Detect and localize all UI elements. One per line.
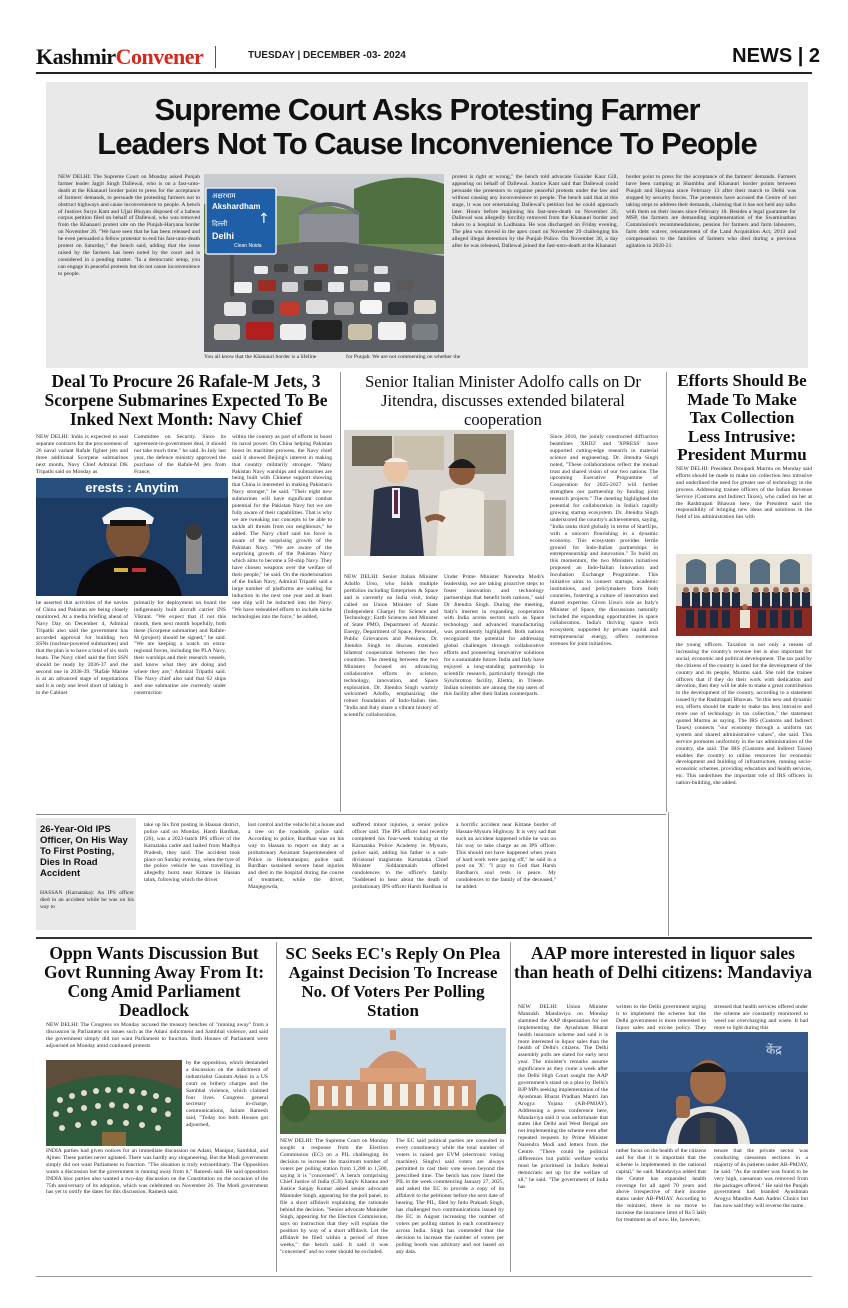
lead-body-col1: NEW DELHI: The Supreme Court on Monday asked Punjab farmer leader Jagjit Singh Dallewal, who is on a fast-unto-death at the Khanauri border point to press for the acceptance of farmers' demands, to persuade the protesting farmers not to obstruct highways and cause inconvenience to people. A bench of Justices Surya Kant and Ujjal Bhuyan disposed of a habeas corpus petition filed on behalf of Dallewal, who was removed from the Khanauri protest site on the Punjab-Haryana border on November 26. "We have seen that he has been released and he even persuaded a fellow protestor to end his fast-unto-death protest on Saturday," the bench said, adding that the issue raised by the farmers has been noted by the court and is considered in a pending matter. "In a democratic setup, you can engage in peaceful protests but do not cause inconvenience to people. <box>58 174 200 277</box>
traffic-jam-image <box>204 174 444 352</box>
ips-body-col2: take up his first posting in Hassan district, police said on Monday. Harsh Bardhan, (26), was a 2023-batch IPS officer of the Karnataka cadre and hailed from Madhya Pradesh, they said. The accident took place on Sunday evening, when the tyre of the police vehicle he was travelling in allegedly burst near Kittane in Hassan taluk, following which the driver <box>144 822 240 884</box>
ips-body-col4: suffered minor injuries, a senior police officer said. The IPS officer had recently completed his four-week training at the Karnataka Police Academy in Mysuru, police said, adding his father is a sub-divisional magistrate. Karnataka Chief Minister Siddaramaiah offered condolences to the officer's family. "Saddened to hear about the death of probationary IPS officer Harsh Bardhan in <box>352 822 448 891</box>
mandaviya-image <box>616 1032 808 1144</box>
aap-body-col2-top: written to the Delhi government urging it to implement the scheme but the Delhi government is more interested in liquor sales and excise policy. They <box>616 1004 706 1031</box>
aap-headline: AAP more interested in liquor sales than heath of Delhi citizens: Mandaviya <box>514 943 812 982</box>
sign-hindi-delhi: दिल्ली <box>212 220 228 228</box>
aap-body-col3: tenure that the private sector was conducting caesarean sections in a majority of its patients under AB-PMJAY, he said. "As the number was found to be very high, caesarean was removed from the packages offered." He said the Punjab government had branded Ayushman Arogya Mandirs Aam Aadmi Clinics but has now said they will reverse the name. <box>714 1148 808 1210</box>
italian-story <box>344 372 662 812</box>
sign-delhi: Delhi <box>212 231 235 241</box>
aap-body-col3-top: stressed that health services offered under the scheme are constantly monitored to weed out overcharging and waste. It had more to light during this <box>714 1004 808 1031</box>
rafale-body-intro: NEW DELHI: India is expected to seal separate contracts for the procurement of 26 naval variant Rafale fighter jets and three additional Scorpene submarines next month, Navy Chief Admiral DK Tripathi said on Monday as <box>36 434 128 475</box>
sign-akshardham: Akshardham <box>212 202 261 211</box>
lead-body-col3: protest is right or wrong," the bench told advocate Gunider Kaur Gill, appearing on behalf of Dallewal. Justice Kant said that Dallewal could persuade the protestors to organise peaceful protests under the law and without causing any inconvenience to people. The bench said that at this stage, it was not entertaining Dallewal's petition but he could approach later. Hours before beginning his fast-unto-death on November 26, Dallewal was allegedly forcibly removed from the Khanauri border and taken to a hospital in Ludhiana. He was discharged on Friday evening. The plea was moved in the apex court on November 29 challenging his alleged illegal detention by the Punjab Police. On November 30, a day after he was released, Dallewal joined the fast-unto-death at the Khanauri <box>452 174 618 250</box>
ministers-handshake-image <box>344 430 514 556</box>
masthead <box>0 0 848 80</box>
italian-body-col2: Under Prime Minister Narendra Modi's leadership, we are taking proactive steps to foster innovation and technology partnerships that benefit both nations," said Dr Jitendra Singh. During the meeting, Italy's interest in expanding cooperation with India across sectors such as Space technology and advanced manufacturing was prominently highlighted. Both nations recognized the potential for addressing global challenges through collaborative efforts and pioneering innovative solutions for a sustainable future. India and Italy have enjoyed a long-standing partnership in scientific research, particularly through the Synchrotron facility, Elettra, in Trieste. Indian scientists are among the top users of this facility after their Italian counterparts. <box>444 574 544 698</box>
italian-body-col3: Since 2016, the jointly constructed diffraction beamlines 'XRD2' and 'XPRESS' have supported cutting-edge research in material science and engineering. Dr. Jitendra Singh noted, "These collaborations reflect the mutual trust and shared vision of our two nations. The upcoming Executive Programme of Cooperation for 2025-2027 will further strengthen our partnership by funding joint research projects." The meeting highlighted the potential for collaboration in India's rapidly growing startup ecosystem. Dr. Jitendra Singh underscored the country's achievements, saying, "India ranks third globally in terms of StartUps, with a unicorn flourishing in a dynamic economy. This ecosystem provides fertile ground for Indo-Italian partnerships in entrepreneurship and innovation." To build on this momentum, the two Ministers initiatives proposed an Indo-Italian Innovation and Incubation Exchange Programme. This initiative aims to connect startups, academic institutions, and policymakers from both countries, fostering a culture of innovation and shared expertise. Given Urso's role as Italy's Minister of Space, the discussions naturally included the expanding opportunities in space collaboration. India's thriving space tech ecosystem, supported by private capital and entrepreneurial energy, offers numerous avenues for joint initiatives. <box>550 434 658 648</box>
ips-body-col3: lost control and the vehicle hit a house and a tree on the roadside, police said. According to police, Bardhan was on his way to Hassan to report on duty as a probationary Assistant Superintendent of Police in Holenarasipur, police said. Bardhan sustained severe head injuries and died in the hospital during the course of treatment, while the driver, Manjegowda, <box>248 822 344 891</box>
oppn-headline: Oppn Wants Discussion But Govt Running Away From It: Cong Amid Parliament Deadlock <box>43 943 265 1020</box>
lead-photo-traffic <box>204 174 444 352</box>
rafale-body-col2-top: Committee on Security. Since its agreement-in-government deal, it should not take much time," he said. In July last year, the defence ministry approved the purchase of the Rafale-M jets from France, <box>134 434 226 475</box>
aap-body-col1: NEW DELHI: Union Minister Mansukh Mandaviya on Monday slammed the AAP dispensation for not implementing the Ayushman Bharat health insurance scheme and said it is more interested in liquor sales than the health of Delhi's citizens. The Delhi assembly polls are slated for early next year. The minister's remarks assume significance as they come a week after the Delhi High Court sought the AAP government's stand on a plea by Delhi's BJP MPs seeking implementation of the Ayushman Bharat Pradhan Mantri Jan Arogya Yojana (AB-PMJAY). Addressing a press conference here, Mandaviya said it was unfortunate that states like Delhi and West Bengal are not implementing the scheme even after repeated requests by Prime Minister Narendra Modi and letters from the Centre. "There could be political differences but public welfare works must be prioritised in India's federal democratic set up for the welfare of all," he said. "The government of India has <box>518 1004 608 1190</box>
issue-date: TUESDAY | DECEMBER -03- 2024 <box>248 50 406 61</box>
sign-arrow-icon: ↑ <box>258 211 270 227</box>
rafale-story <box>36 372 336 812</box>
supreme-court-building-image <box>280 1028 506 1134</box>
president-group-image <box>676 554 812 636</box>
rafale-body-col1: he asserted that activities of the navies of China and Pakistan are being closely monitored. At a media briefing ahead of Navy Day on December 4, Admiral Tripathi also said the government has accorded approval for building two SSNs (nuclear-powered submarines) and that the plan is to have a total of six such boats. The Navy chief said the first SSN should be ready by 2036-37 and the second one in 2038-39. "Rafale Marine is at an advanced stage of negotiations and it is only one level short of taking it to the Cabinet <box>36 600 128 696</box>
ips-headline: 26-Year-Old IPS Officer, On His Way To First Posting, Dies In Road Accident <box>40 824 128 879</box>
oppn-body-side: by the opposition, which demanded a discussion on the indictment of industrialist Gautam Adani in a US court on bribery charges and the Sambhal violence, which claimed four lives. Congress general secretary in-charge, communications, Jairam Ramesh said, "Today too both Houses got adjourned, <box>186 1060 268 1129</box>
italian-body-col1: NEW DELHI: Senior Italian Minister Adolfo Urso, who holds multiple portfolios including Enterprises & Space and is currently on India visit, today called on Union Minister of State (Independent Charge) for Science and Technology; Earth Sciences and Minister of State PMO, Department of Atomic Energy, Department of Space, Personnel, Public Grievances and Pensions, Dr. Jitendra Singh to discuss extended bilateral cooperation between the two countries. The meeting between the two Ministers focused on advancing collaborative efforts in science, technology, innovation, and Space exploration. Dr. Jitendra Singh warmly welcomed Adolfo, emphasizing the robust foundation of Indo-Italian ties. "India and Italy share a vibrant history of scientific collaboration, <box>344 574 438 719</box>
ips-headline-box <box>36 818 136 930</box>
rafale-body-col2: primarily for deployment on board the indigenously built aircraft carrier INS Vikrant. "We expect that if not this month, then next month hopefully, both these (Scorpene submarine) and Rafale-M (project) should be signed," he said. "We are keeping a watch on extra-regional forces, including the PLA Navy, their warships and their research vessels, and know what they are doing and where they are," Admiral Tripathi said. The Navy chief also said that 62 ships and one submarine are currently under construction <box>134 600 226 696</box>
brand-logo <box>36 44 203 70</box>
rafale-headline: Deal To Procure 26 Rafale-M Jets, 3 Scorpene Submarines Expected To Be Inked Next Month: Navy Chief <box>44 371 328 429</box>
italian-headline: Senior Italian Minister Adolfo calls on Dr Jitendra, discusses extended bilateral cooperation <box>365 372 641 429</box>
ips-body-col1: HASSAN (Karnataka): An IPS officer died in an accident while he was on his way to <box>40 890 134 910</box>
brand-kashmir: Kashmir <box>36 44 116 69</box>
murmu-body-top: NEW DELHI: President Droupadi Murmu on Monday said efforts should be made to make tax collection less intrusive and underlined the need for greater use of technology in the process. Addressing trainee officers of the Indian Revenue Service (Customs and Indirect Taxes), who called on her at the Rashtrapati Bhawan here, the President said the responsibility of bringing new ideas and solutions in the field of tax administration lies with <box>676 466 812 521</box>
oppn-body-intro: NEW DELHI: The Congress on Monday accused the treasury benches of "running away" from a discussion in Parliament on issues such as the Adani indictment and Sambhal violence, and said the government simply did not want Parliament to function. Both Houses of Parliament were adjourned on Monday amid continued protests <box>46 1022 268 1049</box>
supreme-court-photo <box>280 1028 506 1134</box>
sign-clean-noida: Clean Noida <box>234 243 262 249</box>
photo-banner-text: erests : Anytim <box>85 480 179 495</box>
oppn-body-rest: INDIA parties had given notices for an immediate discussion on Adani, Manipur, Sambhal, and Ajmer. These parties never agitated. There was hardly any sloganeering. But the Modi government simply did not want Parliament to function. "The situation is truly extraordinary. The Opposition wants a discussion but the government is running away from it," Ramesh said. He said opposition INDIA bloc parties also wanted a two-day discussion on the Constitution on the occasion of the 75th anniversary of its adoption, which was celebrated on November 26. The Modi government has yet to notify the dates for this discussion, Ramesh said. <box>46 1148 268 1196</box>
murmu-photo <box>676 554 812 636</box>
lead-headline-line1: Supreme Court Asks Protesting Farmer <box>154 92 700 127</box>
navy-chief-image <box>36 478 228 596</box>
parliament-house-image <box>46 1060 182 1146</box>
mandaviya-photo <box>616 1032 808 1144</box>
ec-body-col1: NEW DELHI: The Supreme Court on Monday sought a response from the Election Commission (EC) on a PIL challenging its decision to increase the maximum number of voters per polling station from 1,200 to 1,500, saying it is "concerned". A bench comprising Chief Justice of India (CJI) Sanjiv Khanna and Justice Sanjay Kumar asked senior advocate Maninder Singh, appearing for the poll panel, to file a short affidavit explaining the rationale behind the decision. "Senior advocate Maninder Singh, appearing for the Election Commission, says on instruction that they will explain the position by way of a short affidavit. Let the affidavit be filed within a period of three weeks," the bench said. It said it was "concerned" and no voter should be excluded. <box>280 1138 388 1255</box>
ec-headline: SC Seeks EC's Reply On Plea Against Decision To Increase No. Of Voters Per Polling Station <box>285 944 501 1020</box>
murmu-body-bottom: the young officers. Taxation is not only a means of increasing the country's revenue but is also important for social, economic and political development. The tax paid by the citizens of the country is used for the development of the country and its people, Murmu said. She told the trainee officers that if they do their work with dedication and devotion, then they will be able to make a great contribution to the development of the country, according to a statement issued by the Rashtrapati Bhawan. "In this new and dynamic era, efforts should be made to make tax less intrusive and more use of technology in tax collection," the statement quoted Murmu as saying. The IRS (Customs and Indirect Taxes) connects "our economy through a uniform tax system and shared administrative values", she said. This service promotes uniformity in the tax administration of the country, she said. The IRS (Customs and Indirect Taxes) enables the country to utilise resources for economic development and building of infrastructure, running socio-economic schemes, providing education and health services, etc. This underlines the important role of IRS officers in nation-building, she added. <box>676 642 812 787</box>
sign-hindi-top: अक्षरधाम <box>212 192 236 200</box>
lead-story <box>46 82 808 368</box>
navy-chief-photo <box>36 478 228 596</box>
aap-story <box>514 942 812 1272</box>
rafale-body-col3: within the country as part of efforts to boost its naval power. On China helping Pakistan boost its maritime prowess, the Navy chief said it showed Beijing's interest in making that country militarily stronger. "Many Pakistan Navy warships and submarines are being built with Chinese support showing that China is interested in making Pakistan's Navy stronger," he said. "Their eight new submarines will have significant combat potential for the Pakistan Navy but we are fully aware of their capabilities. That is why we are tweaking our concepts to be able to tackle all threats from our neighbours," he added. The Navy chief said his force is aware of the surprising growth of the Pakistan Navy. "We are aware of the surprising growth of the Pakistan Navy which aims to become a 50-ship Navy. They have chosen weapons over the welfare of their people," he said. On the modernisation of the Indian Navy, Admiral Tripathi said a large number of platforms are waiting for induction in the next one year and at least one ship will be inducted into the Navy. "We have redoubled efforts to include niche technologies into the force," he added, <box>232 434 332 620</box>
ips-story <box>36 818 666 934</box>
lead-caption-left: You all know that the Khanauri border is a lifeline <box>204 354 317 360</box>
murmu-story <box>672 372 812 932</box>
oppn-story <box>36 942 272 1272</box>
lead-headline-line2: Leaders Not To Cause Inconvenience To People <box>97 126 757 161</box>
lead-caption-right: for Punjab. We are not commenting on whether the <box>346 354 461 360</box>
section-label: NEWS | 2 <box>732 45 820 67</box>
ministers-photo <box>344 430 514 556</box>
ec-story <box>280 942 506 1272</box>
aap-body-col2: rather focus on the health of the citizens and for that it is important that the scheme is implemented in the national capital," he said. Mandaviya added that the Centre has expanded health coverage for all aged 70 years and above irrespective of their income status under AB-PMJAY. According to the minister, there is no move to increase the insurance limit of Rs 5 lakh for treatment as of now. He, however, <box>616 1148 706 1224</box>
murmu-headline: Efforts Should Be Made To Make Tax Collection Less Intrusive: President Murmu <box>677 371 807 464</box>
ec-body-col2: The EC said political parties are consulted in every constituency while the total number of voters is raised per EVM (electronic voting machine). Singhvi said voters are always permitted to cast their vote seven beyond the prescribed time. The bench has now listed the PIL in the week commencing January 27, 2025, and asked the EC to provide a copy of its affidavit to the petitioner before the next date of hearing. The PIL, filed by Indu Prakash Singh, has challenged two communications issued by the EC in August increasing the number of voters per polling station in each constituency across India. Singh has contended that the decision to increase the number of voters per polling booth was arbitrary and not based on any data. <box>396 1138 504 1255</box>
ips-body-col5: a horrific accident near Kittane border of Hassan-Mysuru Highway. It is very sad that such an accident happened while he was on his way to take charge as an IPS officer. This should not have happened when years of hard work were paying off," he said in a post on 'X'. "I pray to God that Harsh Bardhan's soul rests in peace. My condolences to the family of the deceased," he added. <box>456 822 556 891</box>
svg-text:केंद्र: केंद्र <box>766 1043 782 1057</box>
parliament-photo <box>46 1060 182 1146</box>
brand-convener: Convener <box>115 44 204 69</box>
lead-body-col4: border point to press for the acceptance of the farmers' demands. Farmers have been camping at Shambhu and Khanauri border points between Punjab and Haryana since February 13 after their march to Delhi was stopped by security forces. The protestors have accused the Centre of not taking steps to address their demands, claiming that it has not held any talks with them on their issues since February 18. Besides a legal guarantee for MSP, the farmers are demanding implementation of the Swaminathan Commission's recommendations, pension for farmers and farm labourers, farm debt waiver, reinstatement of the Land Acquisition Act, 2013 and compensation to the families of farmers who died during a previous agitation in 2020-21. <box>626 174 796 250</box>
